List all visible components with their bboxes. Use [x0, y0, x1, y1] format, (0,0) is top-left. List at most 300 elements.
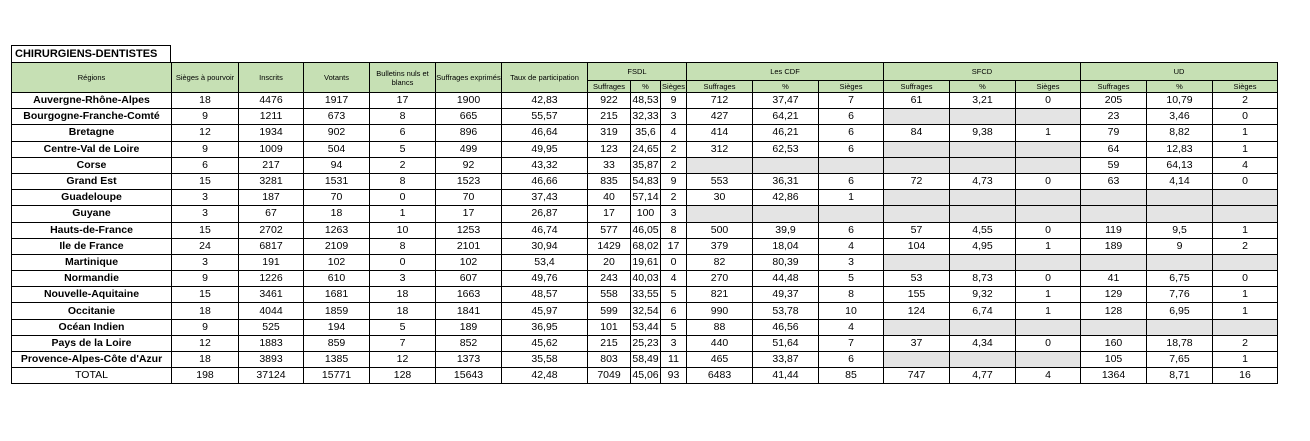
table-cell: 102 — [304, 254, 370, 270]
region-name: Ile de France — [12, 238, 172, 254]
table-cell: 25,23 — [631, 335, 661, 351]
table-cell: 665 — [436, 109, 502, 125]
table-cell: 7 — [819, 335, 884, 351]
table-cell: 49,95 — [502, 141, 588, 157]
table-cell: 105 — [1081, 352, 1147, 368]
table-cell: 1681 — [304, 287, 370, 303]
table-cell — [1147, 319, 1213, 335]
table-cell: 1 — [819, 190, 884, 206]
table-cell: 1009 — [239, 141, 304, 157]
table-cell: 270 — [687, 271, 753, 287]
table-cell — [1016, 109, 1081, 125]
table-cell: 92 — [436, 157, 502, 173]
table-cell: 859 — [304, 335, 370, 351]
table-cell: 0 — [1213, 173, 1278, 189]
table-cell: 17 — [370, 93, 436, 109]
table-cell: 896 — [436, 125, 502, 141]
table-cell: 3 — [661, 335, 687, 351]
header-group-les-cdf: Les CDF — [687, 63, 884, 81]
table-cell: 379 — [687, 238, 753, 254]
table-cell: 33,87 — [753, 352, 819, 368]
table-cell: 465 — [687, 352, 753, 368]
subheader-sfcd-suffrages: Suffrages — [884, 81, 950, 93]
table-cell: 1663 — [436, 287, 502, 303]
table-cell: 37124 — [239, 368, 304, 384]
table-cell: 189 — [436, 319, 502, 335]
table-cell: 8,82 — [1147, 125, 1213, 141]
table-cell: 4044 — [239, 303, 304, 319]
table-cell: 9,38 — [950, 125, 1016, 141]
subheader-les-cdf-suffrages: Suffrages — [687, 81, 753, 93]
table-cell: 35,87 — [631, 157, 661, 173]
table-cell: 577 — [588, 222, 631, 238]
table-cell: 24,65 — [631, 141, 661, 157]
table-cell: 217 — [239, 157, 304, 173]
table-cell: 12 — [172, 335, 239, 351]
table-cell — [1016, 352, 1081, 368]
table-cell: 5 — [661, 287, 687, 303]
table-cell: 8 — [370, 109, 436, 125]
region-name: Provence-Alpes-Côte d'Azur — [12, 352, 172, 368]
table-cell — [1213, 319, 1278, 335]
table-cell: 19,61 — [631, 254, 661, 270]
region-name: Martinique — [12, 254, 172, 270]
table-cell: 9 — [661, 93, 687, 109]
table-cell: 558 — [588, 287, 631, 303]
table-row — [12, 190, 1278, 206]
header-taux: Taux de participation — [502, 63, 588, 93]
table-cell: 46,66 — [502, 173, 588, 189]
table-cell: 2109 — [304, 238, 370, 254]
table-cell: 42,83 — [502, 93, 588, 109]
table-cell — [950, 190, 1016, 206]
table-cell: 10,79 — [1147, 93, 1213, 109]
table-cell: 3,46 — [1147, 109, 1213, 125]
table-cell: 6,95 — [1147, 303, 1213, 319]
table-cell: 82 — [687, 254, 753, 270]
table-cell: 0 — [661, 254, 687, 270]
table-cell: 414 — [687, 125, 753, 141]
region-name: Corse — [12, 157, 172, 173]
table-cell: 3 — [172, 190, 239, 206]
table-cell: 1 — [370, 206, 436, 222]
table-cell: 1 — [1213, 287, 1278, 303]
table-cell: 88 — [687, 319, 753, 335]
table-cell: 17 — [436, 206, 502, 222]
table-title: CHIRURGIENS-DENTISTES — [11, 45, 171, 62]
table-cell: 1 — [1016, 303, 1081, 319]
table-cell — [884, 352, 950, 368]
table-cell: 18,78 — [1147, 335, 1213, 351]
table-cell: 160 — [1081, 335, 1147, 351]
table-cell: 0 — [370, 190, 436, 206]
table-cell: 4 — [1016, 368, 1081, 384]
table-cell: 4 — [819, 319, 884, 335]
region-name: Centre-Val de Loire — [12, 141, 172, 157]
table-cell: 102 — [436, 254, 502, 270]
table-cell: 10 — [819, 303, 884, 319]
table-cell: 2 — [1213, 335, 1278, 351]
table-cell: 36,31 — [753, 173, 819, 189]
table-cell: 215 — [588, 109, 631, 125]
table-cell: 15771 — [304, 368, 370, 384]
table-cell: 0 — [1016, 271, 1081, 287]
table-cell: 198 — [172, 368, 239, 384]
table-cell: 62,53 — [753, 141, 819, 157]
table-cell: 9,32 — [950, 287, 1016, 303]
region-name: Guadeloupe — [12, 190, 172, 206]
table-cell — [950, 319, 1016, 335]
table-cell: 33,55 — [631, 287, 661, 303]
table-cell: 4 — [661, 271, 687, 287]
table-cell — [1213, 190, 1278, 206]
table-cell: 9,5 — [1147, 222, 1213, 238]
region-name: Auvergne-Rhône-Alpes — [12, 93, 172, 109]
table-cell: 53,44 — [631, 319, 661, 335]
table-cell: 46,56 — [753, 319, 819, 335]
table-cell: 79 — [1081, 125, 1147, 141]
table-cell: 7 — [370, 335, 436, 351]
table-row — [12, 222, 1278, 238]
table-cell: 4,95 — [950, 238, 1016, 254]
table-cell: 9 — [1147, 238, 1213, 254]
table-cell: 85 — [819, 368, 884, 384]
header-sieges-a-pourvoir: Sièges à pourvoir — [172, 63, 239, 93]
table-cell: 1900 — [436, 93, 502, 109]
table-cell: 8 — [370, 173, 436, 189]
table-cell: 123 — [588, 141, 631, 157]
table-cell: 53 — [884, 271, 950, 287]
table-cell: 1 — [1213, 125, 1278, 141]
table-cell — [884, 319, 950, 335]
table-cell: 0 — [1213, 109, 1278, 125]
table-cell — [1147, 190, 1213, 206]
table-cell: 43,32 — [502, 157, 588, 173]
table-cell — [884, 190, 950, 206]
table-cell: 46,74 — [502, 222, 588, 238]
table-cell: 45,06 — [631, 368, 661, 384]
table-cell: 1373 — [436, 352, 502, 368]
table-cell: 1917 — [304, 93, 370, 109]
table-cell — [753, 206, 819, 222]
table-cell: 2 — [370, 157, 436, 173]
table-cell: 49,76 — [502, 271, 588, 287]
table-cell — [1213, 254, 1278, 270]
table-cell: 4,14 — [1147, 173, 1213, 189]
region-name: Grand Est — [12, 173, 172, 189]
subheader-sfcd-pct: % — [950, 81, 1016, 93]
table-cell — [1081, 190, 1147, 206]
table-cell: 48,57 — [502, 287, 588, 303]
table-cell: 1859 — [304, 303, 370, 319]
table-cell: 2 — [661, 157, 687, 173]
table-row — [12, 287, 1278, 303]
table-cell — [1016, 206, 1081, 222]
header-bulletins: Bulletins nuls et blancs — [370, 63, 436, 93]
table-row — [12, 141, 1278, 157]
table-cell: 194 — [304, 319, 370, 335]
table-cell: 187 — [239, 190, 304, 206]
table-cell: 6 — [819, 352, 884, 368]
table-row — [12, 173, 1278, 189]
table-cell: 18 — [304, 206, 370, 222]
table-row — [12, 206, 1278, 222]
table-cell: 712 — [687, 93, 753, 109]
table-cell: 1253 — [436, 222, 502, 238]
table-row — [12, 157, 1278, 173]
table-cell — [1147, 206, 1213, 222]
subheader-les-cdf-pct: % — [753, 81, 819, 93]
results-table — [11, 62, 1278, 384]
header-inscrits: Inscrits — [239, 63, 304, 93]
table-cell: 6 — [661, 303, 687, 319]
table-cell: 215 — [588, 335, 631, 351]
table-cell: 68,02 — [631, 238, 661, 254]
total-label: TOTAL — [12, 368, 172, 384]
table-cell: 18 — [370, 287, 436, 303]
table-cell: 3 — [172, 254, 239, 270]
table-cell — [950, 109, 1016, 125]
table-cell: 319 — [588, 125, 631, 141]
table-cell: 1 — [1016, 287, 1081, 303]
table-cell: 58,49 — [631, 352, 661, 368]
table-cell: 1 — [1213, 352, 1278, 368]
table-cell: 3281 — [239, 173, 304, 189]
table-cell: 17 — [588, 206, 631, 222]
table-row — [12, 303, 1278, 319]
region-name: Hauts-de-France — [12, 222, 172, 238]
table-cell: 128 — [370, 368, 436, 384]
table-cell: 499 — [436, 141, 502, 157]
table-cell: 40,03 — [631, 271, 661, 287]
table-cell: 8,71 — [1147, 368, 1213, 384]
table-cell: 100 — [631, 206, 661, 222]
table-cell — [1016, 254, 1081, 270]
region-name: Bretagne — [12, 125, 172, 141]
table-cell: 504 — [304, 141, 370, 157]
table-cell: 26,87 — [502, 206, 588, 222]
table-cell — [950, 254, 1016, 270]
table-cell — [1081, 319, 1147, 335]
table-cell: 57 — [884, 222, 950, 238]
table-cell: 59 — [1081, 157, 1147, 173]
table-cell: 6 — [819, 222, 884, 238]
table-cell: 8 — [819, 287, 884, 303]
table-cell: 8 — [370, 238, 436, 254]
table-cell: 17 — [661, 238, 687, 254]
table-cell — [1016, 319, 1081, 335]
table-cell: 6,74 — [950, 303, 1016, 319]
table-cell — [950, 206, 1016, 222]
table-cell: 852 — [436, 335, 502, 351]
table-cell — [884, 157, 950, 173]
table-cell: 18 — [172, 352, 239, 368]
table-cell: 3 — [819, 254, 884, 270]
table-cell: 9 — [172, 271, 239, 287]
table-cell: 7,76 — [1147, 287, 1213, 303]
table-cell: 1883 — [239, 335, 304, 351]
table-cell: 189 — [1081, 238, 1147, 254]
table-cell: 40 — [588, 190, 631, 206]
table-cell: 41,44 — [753, 368, 819, 384]
table-cell: 49,37 — [753, 287, 819, 303]
table-cell: 1429 — [588, 238, 631, 254]
table-cell: 1841 — [436, 303, 502, 319]
table-cell — [687, 206, 753, 222]
table-cell: 6817 — [239, 238, 304, 254]
table-cell: 18 — [172, 93, 239, 109]
header-group-sfcd: SFCD — [884, 63, 1081, 81]
table-cell: 46,05 — [631, 222, 661, 238]
table-cell: 124 — [884, 303, 950, 319]
table-cell: 4 — [661, 125, 687, 141]
table-cell — [884, 254, 950, 270]
table-cell — [1147, 254, 1213, 270]
table-cell: 525 — [239, 319, 304, 335]
table-cell: 93 — [661, 368, 687, 384]
table-cell — [1213, 206, 1278, 222]
table-cell: 6 — [370, 125, 436, 141]
table-cell: 1385 — [304, 352, 370, 368]
table-cell: 440 — [687, 335, 753, 351]
table-row — [12, 125, 1278, 141]
table-cell: 500 — [687, 222, 753, 238]
table-cell: 23 — [1081, 109, 1147, 125]
table-row — [12, 319, 1278, 335]
table-cell: 3 — [661, 109, 687, 125]
table-cell: 41 — [1081, 271, 1147, 287]
table-cell: 1 — [1016, 125, 1081, 141]
table-cell: 18 — [370, 303, 436, 319]
table-cell: 7,65 — [1147, 352, 1213, 368]
table-cell: 94 — [304, 157, 370, 173]
table-cell: 6,75 — [1147, 271, 1213, 287]
table-cell: 7 — [819, 93, 884, 109]
table-cell: 119 — [1081, 222, 1147, 238]
subheader-ud-sieges: Sièges — [1213, 81, 1278, 93]
table-cell: 243 — [588, 271, 631, 287]
table-cell: 0 — [1213, 271, 1278, 287]
table-cell: 12 — [370, 352, 436, 368]
table-cell: 46,21 — [753, 125, 819, 141]
table-cell: 42,86 — [753, 190, 819, 206]
table-cell: 70 — [304, 190, 370, 206]
table-cell: 1523 — [436, 173, 502, 189]
table-cell: 427 — [687, 109, 753, 125]
table-cell — [819, 206, 884, 222]
table-cell: 128 — [1081, 303, 1147, 319]
table-cell: 902 — [304, 125, 370, 141]
table-cell: 673 — [304, 109, 370, 125]
table-cell — [1016, 157, 1081, 173]
table-cell: 4,73 — [950, 173, 1016, 189]
table-cell: 3 — [172, 206, 239, 222]
table-cell: 5 — [370, 141, 436, 157]
table-cell: 4,34 — [950, 335, 1016, 351]
table-cell: 104 — [884, 238, 950, 254]
table-cell: 990 — [687, 303, 753, 319]
table-cell: 8 — [661, 222, 687, 238]
table-cell: 155 — [884, 287, 950, 303]
table-cell: 747 — [884, 368, 950, 384]
table-cell: 24 — [172, 238, 239, 254]
table-cell: 803 — [588, 352, 631, 368]
table-cell — [884, 109, 950, 125]
table-cell: 2 — [661, 190, 687, 206]
header-votants: Votants — [304, 63, 370, 93]
table-cell: 4476 — [239, 93, 304, 109]
table-row — [12, 109, 1278, 125]
table-cell: 46,64 — [502, 125, 588, 141]
table-cell: 205 — [1081, 93, 1147, 109]
table-cell — [753, 157, 819, 173]
table-cell: 44,48 — [753, 271, 819, 287]
table-cell: 1226 — [239, 271, 304, 287]
table-cell: 45,97 — [502, 303, 588, 319]
table-cell: 6 — [819, 173, 884, 189]
table-cell: 61 — [884, 93, 950, 109]
table-cell — [687, 157, 753, 173]
table-cell: 1 — [1016, 238, 1081, 254]
table-cell: 1 — [1213, 303, 1278, 319]
table-cell: 6 — [172, 157, 239, 173]
table-cell: 3461 — [239, 287, 304, 303]
table-cell: 30,94 — [502, 238, 588, 254]
table-cell: 30 — [687, 190, 753, 206]
table-cell: 42,48 — [502, 368, 588, 384]
total-row — [12, 368, 1278, 384]
table-cell: 72 — [884, 173, 950, 189]
table-cell: 63 — [1081, 173, 1147, 189]
table-cell: 70 — [436, 190, 502, 206]
table-cell: 3893 — [239, 352, 304, 368]
table-cell: 5 — [661, 319, 687, 335]
table-cell: 53,4 — [502, 254, 588, 270]
table-cell — [1081, 206, 1147, 222]
table-cell: 45,62 — [502, 335, 588, 351]
table-cell: 36,95 — [502, 319, 588, 335]
table-cell: 3 — [370, 271, 436, 287]
region-name: Bourgogne-Franche-Comté — [12, 109, 172, 125]
table-cell: 0 — [1016, 222, 1081, 238]
table-cell: 15 — [172, 173, 239, 189]
table-cell: 39,9 — [753, 222, 819, 238]
table-cell: 9 — [172, 141, 239, 157]
table-cell: 18 — [172, 303, 239, 319]
table-cell: 610 — [304, 271, 370, 287]
table-cell: 16 — [1213, 368, 1278, 384]
table-cell: 3,21 — [950, 93, 1016, 109]
table-cell: 7049 — [588, 368, 631, 384]
table-cell: 33 — [588, 157, 631, 173]
table-cell: 312 — [687, 141, 753, 157]
table-cell: 48,53 — [631, 93, 661, 109]
table-cell: 37,47 — [753, 93, 819, 109]
table-cell: 5 — [819, 271, 884, 287]
table-cell: 6 — [819, 125, 884, 141]
table-row — [12, 271, 1278, 287]
table-cell: 0 — [1016, 93, 1081, 109]
table-row — [12, 335, 1278, 351]
table-cell: 4,55 — [950, 222, 1016, 238]
table-cell: 6 — [819, 109, 884, 125]
header-group-ud: UD — [1081, 63, 1278, 81]
header-suffrages-exprimes: Suffrages exprimés — [436, 63, 502, 93]
subheader-fsdl-suffrages: Suffrages — [588, 81, 631, 93]
table-cell — [884, 206, 950, 222]
table-cell: 1 — [1213, 141, 1278, 157]
table-cell: 599 — [588, 303, 631, 319]
